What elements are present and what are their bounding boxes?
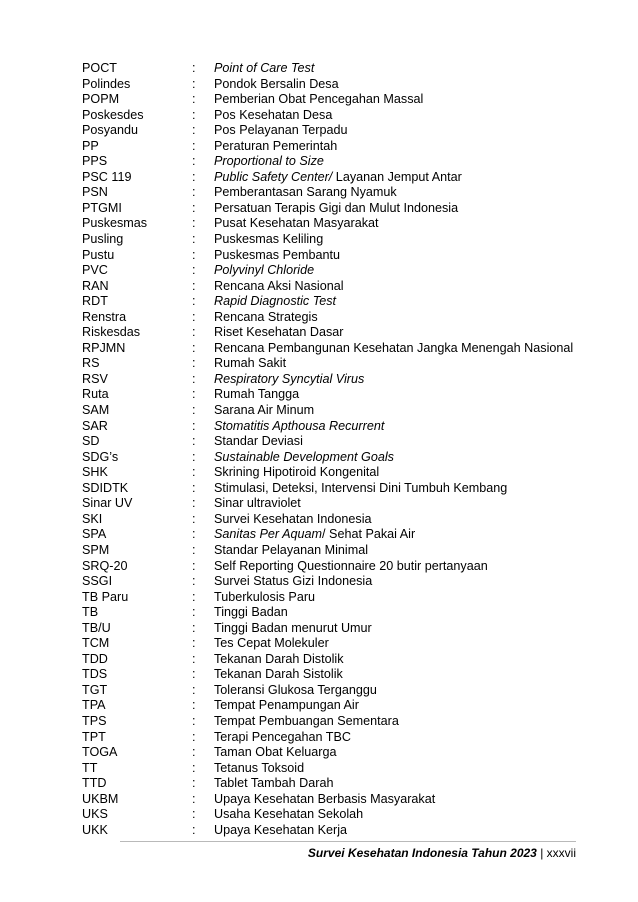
abbreviation-colon: : — [192, 232, 196, 247]
abbreviation-row — [82, 123, 582, 139]
abbreviation-row — [82, 341, 582, 357]
abbreviation-row — [82, 372, 582, 388]
abbreviation-term: PSN — [82, 185, 108, 200]
abbreviation-colon: : — [192, 636, 196, 651]
abbreviation-row — [82, 248, 582, 264]
abbreviation-meaning — [214, 527, 415, 543]
meaning-text: Tekanan Darah Sistolik — [214, 667, 343, 682]
abbreviation-row — [82, 714, 582, 730]
abbreviation-term: PSC 119 — [82, 169, 132, 184]
abbreviation-meaning — [214, 294, 336, 310]
abbreviation-meaning — [214, 201, 458, 217]
abbreviation-row — [82, 698, 582, 714]
abbreviation-meaning — [214, 403, 314, 419]
abbreviation-row — [82, 559, 582, 575]
abbreviation-colon: : — [192, 511, 196, 526]
abbreviation-colon: : — [192, 418, 196, 433]
abbreviation-meaning — [214, 387, 299, 403]
meaning-text: Tinggi Badan — [214, 605, 288, 620]
abbreviation-term: PVC — [82, 263, 108, 278]
meaning-text: Peraturan Pemerintah — [214, 138, 338, 153]
abbreviation-term: TDD — [82, 651, 108, 666]
abbreviation-row — [82, 761, 582, 777]
abbreviation-meaning — [214, 434, 303, 450]
abbreviation-row — [82, 216, 582, 232]
abbreviation-row — [82, 605, 582, 621]
meaning-text: Sarana Air Minum — [214, 403, 315, 418]
abbreviation-row — [82, 434, 582, 450]
abbreviation-colon: : — [192, 807, 196, 822]
abbreviation-row — [82, 139, 582, 155]
meaning-italic-text: Stomatitis Apthousa Recurrent — [214, 418, 385, 433]
abbreviation-colon: : — [192, 278, 196, 293]
abbreviation-row — [82, 77, 582, 93]
abbreviation-colon: : — [192, 589, 196, 604]
abbreviation-meaning — [214, 356, 286, 372]
abbreviation-colon: : — [192, 449, 196, 464]
meaning-italic-text: Polyvinyl Chloride — [214, 263, 315, 278]
abbreviation-term: Riskesdas — [82, 325, 141, 340]
meaning-text: Puskesmas Pembantu — [214, 247, 340, 262]
abbreviation-meaning — [214, 574, 372, 590]
abbreviation-row — [82, 792, 582, 808]
meaning-text: Persatuan Terapis Gigi dan Mulut Indonesia — [214, 200, 459, 215]
abbreviation-row — [82, 543, 582, 559]
abbreviation-meaning — [214, 636, 329, 652]
abbreviation-meaning — [214, 590, 315, 606]
abbreviation-term: POCT — [82, 61, 117, 75]
abbreviation-row — [82, 512, 582, 528]
abbreviation-colon: : — [192, 185, 196, 200]
meaning-text: Upaya Kesehatan Berbasis Masyarakat — [214, 791, 436, 806]
abbreviation-list — [82, 61, 582, 838]
meaning-text: Tablet Tambah Darah — [214, 776, 334, 791]
abbreviation-colon: : — [192, 527, 196, 542]
page-number: xxxvii — [546, 846, 576, 860]
abbreviation-row — [82, 201, 582, 217]
abbreviation-colon: : — [192, 496, 196, 511]
abbreviation-colon: : — [192, 480, 196, 495]
abbreviation-term: SKI — [82, 511, 103, 526]
abbreviation-term: SPA — [82, 527, 107, 542]
abbreviation-row — [82, 621, 582, 637]
abbreviation-term: RS — [82, 356, 100, 371]
abbreviation-row — [82, 263, 582, 279]
abbreviation-meaning — [214, 92, 423, 108]
meaning-text: Rencana Strategis — [214, 309, 318, 324]
abbreviation-term: TT — [82, 760, 98, 775]
abbreviation-term: TPT — [82, 729, 106, 744]
abbreviation-colon: : — [192, 682, 196, 697]
abbreviation-colon: : — [192, 154, 196, 169]
abbreviation-row — [82, 730, 582, 746]
footer-title: Survei Kesehatan Indonesia Tahun 2023 — [307, 846, 537, 860]
meaning-italic-text: Respiratory Syncytial Virus — [214, 371, 365, 386]
abbreviation-term: Sinar UV — [82, 496, 133, 511]
abbreviation-meaning — [214, 108, 332, 124]
abbreviation-colon: : — [192, 745, 196, 760]
abbreviation-meaning — [214, 310, 318, 326]
abbreviation-colon: : — [192, 434, 196, 449]
abbreviation-colon: : — [192, 822, 196, 837]
abbreviation-term: TGT — [82, 682, 108, 697]
abbreviation-colon: : — [192, 309, 196, 324]
meaning-text: Rumah Sakit — [214, 356, 287, 371]
abbreviation-meaning — [214, 621, 372, 637]
abbreviation-colon: : — [192, 729, 196, 744]
abbreviation-colon: : — [192, 387, 196, 402]
abbreviation-row — [82, 170, 582, 186]
abbreviation-term: SSGI — [82, 574, 113, 589]
abbreviation-meaning — [214, 61, 314, 77]
abbreviation-colon: : — [192, 325, 196, 340]
abbreviation-term: SPM — [82, 542, 110, 557]
abbreviation-row — [82, 683, 582, 699]
abbreviation-meaning — [214, 481, 507, 497]
abbreviation-meaning — [214, 605, 288, 621]
abbreviation-meaning — [214, 496, 301, 512]
abbreviation-term: TCM — [82, 636, 110, 651]
abbreviation-row — [82, 636, 582, 652]
abbreviation-term: Puskesmas — [82, 216, 148, 231]
meaning-text: Usaha Kesehatan Sekolah — [214, 807, 364, 822]
abbreviation-meaning — [214, 170, 462, 186]
abbreviation-colon: : — [192, 247, 196, 262]
abbreviation-term: TDS — [82, 667, 108, 682]
abbreviation-term: SD — [82, 434, 100, 449]
abbreviation-colon: : — [192, 138, 196, 153]
abbreviation-meaning — [214, 154, 324, 170]
abbreviation-row — [82, 61, 582, 77]
abbreviation-row — [82, 232, 582, 248]
abbreviation-term: TPS — [82, 713, 107, 728]
meaning-text: Taman Obat Keluarga — [214, 745, 337, 760]
abbreviation-colon: : — [192, 356, 196, 371]
abbreviation-row — [82, 185, 582, 201]
abbreviation-term: PP — [82, 138, 99, 153]
abbreviation-row — [82, 527, 582, 543]
meaning-text: Terapi Pencegahan TBC — [214, 729, 351, 744]
abbreviation-meaning — [214, 263, 314, 279]
abbreviation-colon: : — [192, 92, 196, 107]
abbreviation-term: Pusling — [82, 232, 124, 247]
abbreviation-term: PTGMI — [82, 200, 122, 215]
abbreviation-row — [82, 279, 582, 295]
abbreviation-row — [82, 403, 582, 419]
footer-divider — [120, 841, 576, 842]
abbreviation-colon: : — [192, 61, 196, 75]
abbreviation-row — [82, 356, 582, 372]
abbreviation-term: POPM — [82, 92, 120, 107]
abbreviation-colon: : — [192, 651, 196, 666]
abbreviation-term: SAM — [82, 403, 110, 418]
meaning-text: Pemberian Obat Pencegahan Massal — [214, 92, 424, 107]
abbreviation-row — [82, 574, 582, 590]
abbreviation-meaning — [214, 77, 339, 93]
abbreviation-term: Ruta — [82, 387, 109, 402]
abbreviation-colon: : — [192, 169, 196, 184]
abbreviation-term: RAN — [82, 278, 109, 293]
meaning-text: Tempat Penampungan Air — [214, 698, 359, 713]
abbreviation-row — [82, 108, 582, 124]
abbreviation-meaning — [214, 745, 337, 761]
abbreviation-meaning — [214, 341, 573, 357]
abbreviation-row — [82, 294, 582, 310]
meaning-italic-text: Proportional to Size — [214, 154, 324, 169]
meaning-text: Survei Kesehatan Indonesia — [214, 511, 372, 526]
abbreviation-colon: : — [192, 294, 196, 309]
meaning-text: Tinggi Badan menurut Umur — [214, 620, 372, 635]
abbreviation-row — [82, 652, 582, 668]
abbreviation-row — [82, 325, 582, 341]
abbreviation-term: UKBM — [82, 791, 119, 806]
abbreviation-term: SHK — [82, 465, 108, 480]
abbreviation-term: UKS — [82, 807, 108, 822]
abbreviation-meaning — [214, 216, 379, 232]
abbreviation-row — [82, 465, 582, 481]
meaning-text: / Sehat Pakai Air — [322, 527, 416, 542]
abbreviation-term: TB — [82, 605, 99, 620]
abbreviation-meaning — [214, 123, 348, 139]
meaning-text: Tes Cepat Molekuler — [214, 636, 329, 651]
abbreviation-meaning — [214, 683, 377, 699]
meaning-text: Upaya Kesehatan Kerja — [214, 822, 348, 837]
abbreviation-row — [82, 310, 582, 326]
meaning-text: Toleransi Glukosa Terganggu — [214, 682, 377, 697]
abbreviation-term: SDIDTK — [82, 480, 129, 495]
abbreviation-meaning — [214, 761, 304, 777]
meaning-text: Tuberkulosis Paru — [214, 589, 316, 604]
meaning-text: Stimulasi, Deteksi, Intervensi Dini Tumbuh Kembang — [214, 480, 508, 495]
meaning-italic-text: Point of Care Test — [214, 61, 315, 75]
abbreviation-meaning — [214, 714, 399, 730]
abbreviation-row — [82, 387, 582, 403]
abbreviation-colon: : — [192, 605, 196, 620]
abbreviation-colon: : — [192, 123, 196, 138]
abbreviation-term: SRQ-20 — [82, 558, 128, 573]
page-footer — [308, 846, 576, 860]
abbreviation-colon: : — [192, 698, 196, 713]
abbreviation-meaning — [214, 279, 344, 295]
abbreviation-term: TTD — [82, 776, 107, 791]
meaning-text: Survei Status Gizi Indonesia — [214, 574, 373, 589]
abbreviation-term: Pustu — [82, 247, 115, 262]
abbreviation-term: RPJMN — [82, 340, 126, 355]
abbreviation-colon: : — [192, 76, 196, 91]
meaning-italic-text: Rapid Diagnostic Test — [214, 294, 337, 309]
abbreviation-meaning — [214, 139, 337, 155]
meaning-text: Standar Deviasi — [214, 434, 303, 449]
abbreviation-meaning — [214, 232, 323, 248]
abbreviation-row — [82, 92, 582, 108]
abbreviation-term: RDT — [82, 294, 108, 309]
abbreviation-meaning — [214, 776, 333, 792]
meaning-text: Rencana Pembangunan Kesehatan Jangka Menengah Nasional — [214, 340, 574, 355]
meaning-text: Skrining Hipotiroid Kongenital — [214, 465, 380, 480]
abbreviation-row — [82, 776, 582, 792]
abbreviation-term: UKK — [82, 822, 108, 837]
abbreviation-term: Poskesdes — [82, 107, 144, 122]
meaning-text: Puskesmas Keliling — [214, 232, 324, 247]
abbreviation-meaning — [214, 792, 435, 808]
meaning-text: Tetanus Toksoid — [214, 760, 305, 775]
abbreviation-meaning — [214, 698, 359, 714]
abbreviation-meaning — [214, 248, 340, 264]
meaning-text: Pemberantasan Sarang Nyamuk — [214, 185, 397, 200]
abbreviation-meaning — [214, 667, 343, 683]
abbreviation-row — [82, 450, 582, 466]
meaning-italic-text: Public Safety Center/ — [214, 169, 333, 184]
abbreviation-colon: : — [192, 200, 196, 215]
abbreviation-colon: : — [192, 216, 196, 231]
abbreviation-colon: : — [192, 713, 196, 728]
meaning-text: Pos Kesehatan Desa — [214, 107, 333, 122]
meaning-text: Pos Pelayanan Terpadu — [214, 123, 348, 138]
abbreviation-term: TB Paru — [82, 589, 129, 604]
abbreviation-meaning — [214, 559, 488, 575]
meaning-text: Rencana Aksi Nasional — [214, 278, 344, 293]
abbreviation-meaning — [214, 419, 384, 435]
abbreviation-meaning — [214, 543, 368, 559]
abbreviation-meaning — [214, 185, 397, 201]
abbreviation-term: SDG’s — [82, 449, 119, 464]
abbreviation-term: Posyandu — [82, 123, 139, 138]
abbreviation-term: TPA — [82, 698, 106, 713]
abbreviation-meaning — [214, 450, 394, 466]
abbreviation-meaning — [214, 730, 351, 746]
abbreviation-colon: : — [192, 107, 196, 122]
abbreviation-meaning — [214, 807, 363, 823]
abbreviation-meaning — [214, 372, 364, 388]
abbreviation-term: Polindes — [82, 76, 131, 91]
abbreviation-term: TOGA — [82, 745, 118, 760]
abbreviation-term: PPS — [82, 154, 108, 169]
abbreviation-term: Renstra — [82, 309, 127, 324]
abbreviation-colon: : — [192, 558, 196, 573]
abbreviation-meaning — [214, 512, 372, 528]
abbreviation-colon: : — [192, 760, 196, 775]
abbreviation-row — [82, 807, 582, 823]
abbreviation-colon: : — [192, 340, 196, 355]
abbreviation-colon: : — [192, 667, 196, 682]
abbreviation-meaning — [214, 823, 347, 839]
abbreviation-colon: : — [192, 263, 196, 278]
abbreviation-row — [82, 823, 582, 839]
abbreviation-colon: : — [192, 776, 196, 791]
meaning-text: Standar Pelayanan Minimal — [214, 542, 369, 557]
footer-separator: | — [536, 846, 547, 860]
abbreviation-row — [82, 590, 582, 606]
abbreviation-row — [82, 154, 582, 170]
abbreviation-row — [82, 667, 582, 683]
abbreviation-colon: : — [192, 371, 196, 386]
abbreviation-meaning — [214, 325, 344, 341]
abbreviation-term: TB/U — [82, 620, 111, 635]
abbreviation-meaning — [214, 652, 344, 668]
abbreviation-colon: : — [192, 620, 196, 635]
meaning-text: Tempat Pembuangan Sementara — [214, 713, 399, 728]
meaning-text: Sinar ultraviolet — [214, 496, 301, 511]
abbreviation-colon: : — [192, 542, 196, 557]
meaning-text: Layanan Jemput Antar — [332, 169, 462, 184]
abbreviation-term: RSV — [82, 371, 108, 386]
abbreviation-row — [82, 481, 582, 497]
meaning-text: Self Reporting Questionnaire 20 butir pertanyaan — [214, 558, 488, 573]
meaning-text: Riset Kesehatan Dasar — [214, 325, 344, 340]
abbreviation-meaning — [214, 465, 379, 481]
abbreviation-term: SAR — [82, 418, 108, 433]
abbreviation-row — [82, 496, 582, 512]
abbreviation-colon: : — [192, 403, 196, 418]
abbreviation-row — [82, 745, 582, 761]
meaning-italic-text: Sanitas Per Aquam — [214, 527, 323, 542]
meaning-text: Rumah Tangga — [214, 387, 300, 402]
abbreviation-colon: : — [192, 574, 196, 589]
meaning-text: Pusat Kesehatan Masyarakat — [214, 216, 379, 231]
abbreviation-colon: : — [192, 465, 196, 480]
abbreviation-row — [82, 419, 582, 435]
abbreviation-colon: : — [192, 791, 196, 806]
meaning-italic-text: Sustainable Development Goals — [214, 449, 394, 464]
meaning-text: Tekanan Darah Distolik — [214, 651, 344, 666]
meaning-text: Pondok Bersalin Desa — [214, 76, 339, 91]
